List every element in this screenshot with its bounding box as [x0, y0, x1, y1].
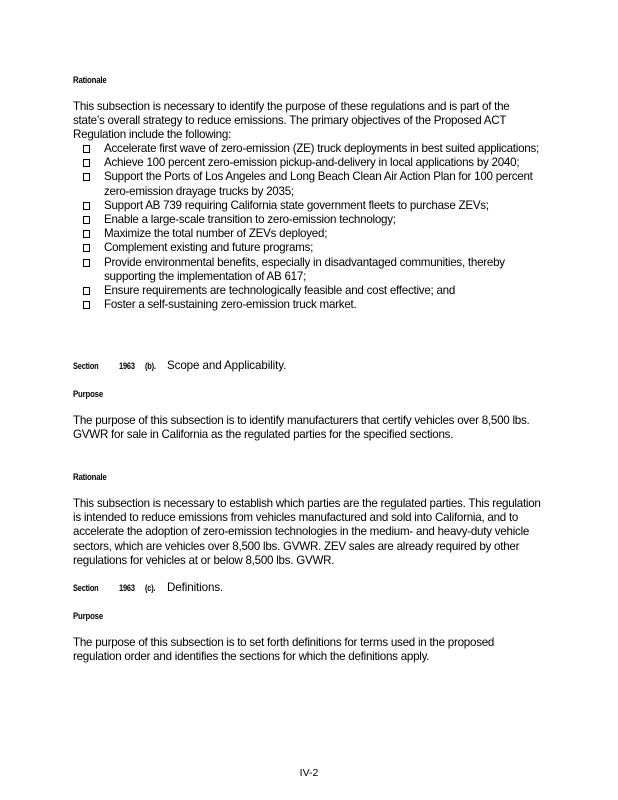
page-number: IV-2	[299, 767, 319, 779]
purpose-b-text: The purpose of this subsection is to identify manufacturers that certify vehicles over 8,500 lbs. GVWR for sale in California as the regulated parties for the specified sections.	[73, 414, 530, 442]
section-subsection: (b).	[145, 361, 156, 371]
bullet-icon	[83, 301, 90, 309]
section-word: Section	[73, 361, 99, 371]
list-item-text: Achieve 100 percent zero-emission pickup-and-delivery in local applications by 2040;	[104, 156, 520, 170]
bullet-icon	[83, 202, 90, 210]
list-item	[73, 298, 543, 312]
rationale-heading: Rationale	[73, 75, 107, 86]
list-item	[73, 241, 543, 255]
bullet-icon	[83, 230, 90, 238]
list-item	[73, 284, 543, 298]
rationale-b-paragraph	[73, 497, 543, 568]
rationale-intro-text: This subsection is necessary to identify the purpose of these regulations and is part of the state’s overall strategy to reduce emissions. The primary objectives of the Proposed ACT Regulation include the following:	[73, 100, 510, 142]
bullet-icon	[83, 216, 90, 224]
rationale-heading: Rationale	[73, 472, 107, 483]
list-item	[73, 213, 543, 227]
list-item-text: Ensure requirements are technologically feasible and cost effective; and	[104, 284, 456, 298]
bullet-icon	[83, 159, 90, 167]
section-number: 1963	[119, 361, 135, 371]
list-item	[73, 256, 543, 284]
list-item-text: Foster a self-sustaining zero-emission truck market.	[104, 298, 357, 312]
section-b-heading	[73, 359, 286, 373]
purpose-b-paragraph	[73, 414, 543, 442]
bullet-icon	[83, 287, 90, 295]
list-item-text: Support AB 739 requiring California state government fleets to purchase ZEVs;	[104, 198, 489, 212]
bullet-icon	[83, 259, 90, 267]
bullet-icon	[83, 244, 90, 252]
purpose-heading: Purpose	[73, 611, 104, 622]
bullet-icon	[83, 173, 90, 181]
list-item	[73, 227, 543, 241]
section-title: Scope and Applicability.	[167, 359, 287, 372]
list-item-text: Enable a large-scale transition to zero-emission technology;	[104, 213, 396, 227]
rationale-b-text: This subsection is necessary to establish which parties are the regulated parties. This regulation is intended to reduce emissions from vehicles manufactured and sold into California, and to accelerate the adoption of zero-emission technologies in the medium- and heavy-duty vehicle sectors, which are vehicles over 8,500 lbs. GVWR. ZEV sales are already required by other regulations for vehicles at or below 8,500 lbs. GVWR.	[73, 497, 541, 567]
list-item	[73, 199, 543, 213]
purpose-c-paragraph	[73, 636, 543, 664]
list-item	[73, 156, 543, 170]
list-item	[73, 142, 543, 156]
list-item-text: Accelerate first wave of zero-emission (ZE) truck deployments in best suited applications;	[104, 142, 540, 155]
purpose-heading: Purpose	[73, 389, 104, 400]
list-item-text: Support the Ports of Los Angeles and Long Beach Clean Air Action Plan for 100 percent zero-emission drayage trucks by 2035;	[104, 170, 533, 198]
list-item	[73, 170, 543, 198]
section-title: Definitions.	[167, 581, 224, 594]
list-item-text: Provide environmental benefits, especially in disadvantaged communities, thereby supporting the implementation of AB 617;	[104, 255, 505, 283]
list-item-text: Maximize the total number of ZEVs deployed;	[104, 227, 328, 241]
list-item-text: Complement existing and future programs;	[104, 241, 314, 255]
section-number: 1963	[119, 583, 135, 593]
bullet-icon	[83, 145, 90, 153]
section-c-heading	[73, 581, 223, 595]
rationale-intro-paragraph	[73, 100, 543, 143]
section-subsection: (c).	[145, 583, 156, 593]
section-word: Section	[73, 583, 99, 593]
objectives-list	[73, 142, 543, 312]
purpose-c-text: The purpose of this subsection is to set forth definitions for terms used in the proposed regulation order and identifies the sections for which the definitions apply.	[73, 636, 495, 664]
